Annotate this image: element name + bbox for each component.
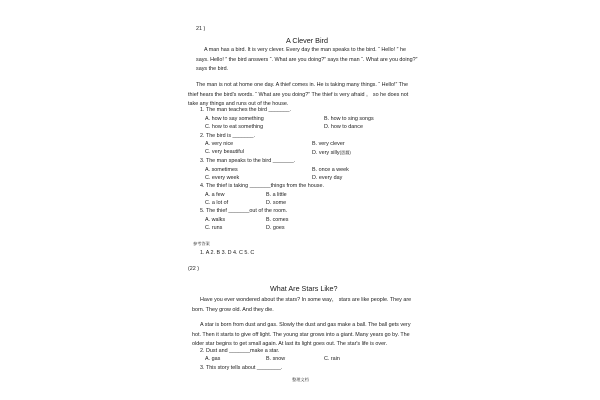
answer-option: B. very clever bbox=[312, 141, 345, 147]
question-stem: 2. Dust and _______make a star. bbox=[200, 348, 280, 354]
answer-option: C. how to eat something bbox=[205, 124, 264, 130]
page-footer: 整理文档 bbox=[292, 377, 309, 382]
answer-option: B. once a week bbox=[312, 167, 349, 173]
answer-key: 1. A 2. B 3. D 4. C 5. C bbox=[200, 250, 255, 256]
answer-option: A. how to say something bbox=[205, 116, 264, 122]
passage-paragraph: Have you ever wondered about the stars? In some way， stars are like people. They are born. They grow old. And they die. bbox=[192, 297, 412, 313]
answer-option: A. very nice bbox=[205, 141, 234, 147]
answer-option-with-note bbox=[312, 149, 351, 157]
answer-option: D. goes bbox=[266, 225, 285, 231]
passage-paragraph: A man has a bird. It is very clever. Every day the man speaks to the bird. “ Hello! ” he says. Hello! ” the bird answers “. What are you doing?” says the man “. What are you doing?” says the bird. bbox=[196, 47, 418, 73]
answer-option: C. every week bbox=[205, 175, 240, 181]
answer-option: D. some bbox=[266, 200, 287, 206]
answer-option: B. comes bbox=[266, 217, 289, 223]
answer-option: A. a few bbox=[205, 192, 225, 198]
question-stem: 2. The bird is _______. bbox=[200, 133, 256, 139]
answer-option: C. very beautiful bbox=[205, 149, 244, 155]
question-stem: 3. The man speaks to the bird _______. bbox=[200, 158, 296, 164]
answer-option: C. a lot of bbox=[205, 200, 229, 206]
option-note: (愚蠢) bbox=[339, 150, 351, 155]
answer-key-label: 参考答案 bbox=[193, 241, 210, 246]
answer-option: B. how to sing songs bbox=[324, 116, 374, 122]
passage-title: What Are Stars Like? bbox=[270, 284, 338, 293]
question-stem: 3. This story tells about ________. bbox=[200, 365, 283, 371]
answer-option: D. how to dance bbox=[324, 124, 363, 130]
answer-option: B. a little bbox=[266, 192, 287, 198]
section-number: 21 ) bbox=[196, 26, 206, 32]
answer-option: A. gas bbox=[205, 356, 221, 362]
question-stem: 1. The man teaches the bird _______. bbox=[200, 107, 292, 113]
answer-option: C. rain bbox=[324, 356, 340, 362]
answer-option: D. very silly bbox=[312, 150, 340, 156]
answer-option: A. sometimes bbox=[205, 167, 238, 173]
answer-option: A. walks bbox=[205, 217, 226, 223]
answer-option: C. runs bbox=[205, 225, 223, 231]
question-stem: 5. The thief _______out of the room. bbox=[200, 208, 288, 214]
answer-option: D. every day bbox=[312, 175, 343, 181]
section-number: (22 ) bbox=[188, 266, 200, 272]
passage-title: A Clever Bird bbox=[286, 36, 328, 45]
question-stem: 4. The thief is taking _______things from the house. bbox=[200, 183, 324, 189]
answer-option: B. snow bbox=[266, 356, 286, 362]
passage-paragraph: A star is born from dust and gas. Slowly the dust and gas make a ball. The ball gets very hot. Then it starts to give off light. The young star grows into a giant. Many years go by. The older star begins to get small again. At last its light goes out. The star's life is over. bbox=[192, 322, 411, 348]
passage-paragraph: The man is not at home one day. A thief comes in. He is taking many things. “ Hello!” The thief hears the bird's words. “ What are you doing?” The thief is very afraid 。 so he does not take any things and runs out of the house. bbox=[188, 82, 409, 108]
